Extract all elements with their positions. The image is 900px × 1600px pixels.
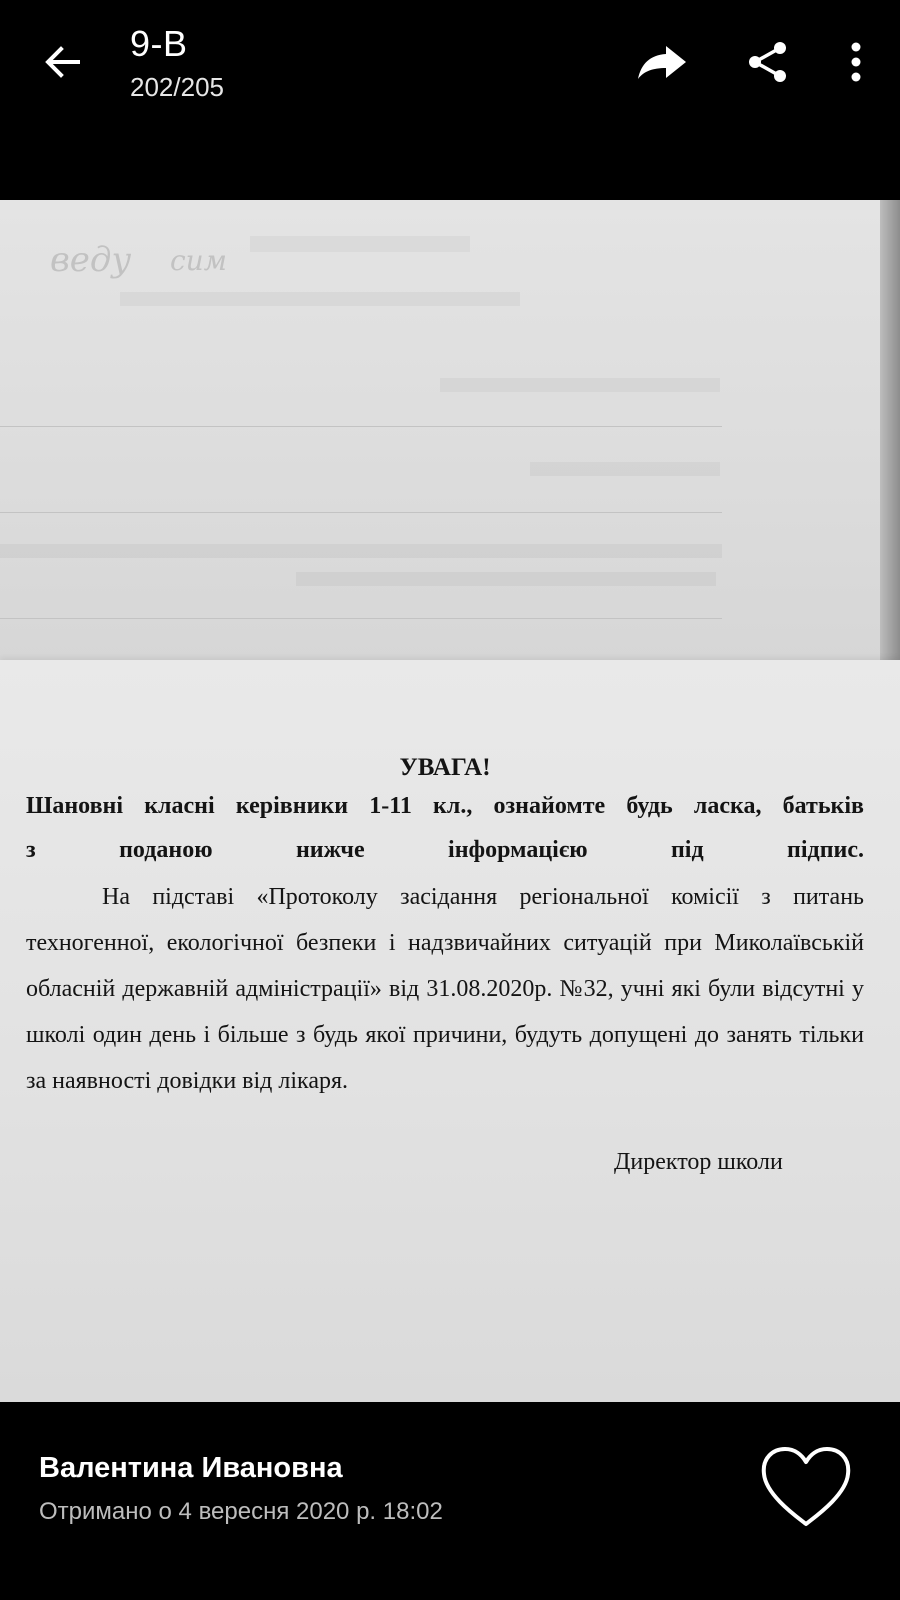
notice-paper — [0, 660, 900, 1402]
notice-intro-line-1: Шановні класні керівники 1-11 кл., ознайомте будь ласка, батьків — [26, 793, 864, 819]
handwriting-scribble: ведy — [50, 240, 131, 280]
forward-arrow-icon — [636, 42, 688, 82]
show-through-rule — [0, 426, 722, 427]
like-button[interactable] — [758, 1444, 854, 1530]
show-through-rule — [0, 618, 722, 619]
background-paper — [0, 200, 890, 670]
sender-name: Валентина Ивановна — [39, 1452, 343, 1484]
received-timestamp: Отримано о 4 вересня 2020 р. 18:02 — [39, 1498, 443, 1525]
show-through-text — [250, 236, 470, 252]
share-button[interactable] — [740, 34, 796, 90]
top-app-bar — [0, 0, 900, 200]
notice-heading: УВАГА! — [399, 754, 491, 781]
show-through-text — [120, 292, 520, 306]
arrow-left-icon — [42, 42, 82, 82]
handwriting-scribble-2: сим — [170, 244, 227, 277]
show-through-text — [296, 572, 716, 586]
more-options-button[interactable] — [828, 34, 884, 90]
forward-button[interactable] — [634, 34, 690, 90]
media-counter: 202/205 — [130, 72, 224, 102]
show-through-rule — [0, 512, 722, 513]
bottom-info-bar — [0, 1402, 900, 1600]
notice-body: На підставі «Протоколу засідання регіональної комісії з питань техногенної, екологічної безпеки і надзвичайних ситуацій при Миколаївській обласній державній адміністрації» від 31.08.2020р. №32, учні які були відсутні у школі один день і більше з будь якої причини, будуть допущені до занять тільки за наявності довідки від лікаря. — [26, 884, 864, 1094]
show-through-text — [0, 544, 722, 558]
show-through-text — [530, 462, 720, 476]
chat-title: 9-В — [130, 23, 188, 64]
photo-viewer[interactable] — [0, 200, 900, 1402]
share-icon — [746, 40, 790, 84]
notice-intro — [26, 784, 864, 872]
heart-outline-icon — [760, 1446, 852, 1528]
show-through-text — [440, 378, 720, 392]
title-block — [130, 22, 224, 104]
more-vertical-icon — [846, 40, 866, 84]
back-button[interactable] — [34, 34, 90, 90]
notice-document — [26, 752, 864, 1175]
notice-signature: Директор школи — [614, 1149, 783, 1175]
notice-intro-line-2: з поданою нижче інформацією під підпис. — [26, 837, 864, 863]
